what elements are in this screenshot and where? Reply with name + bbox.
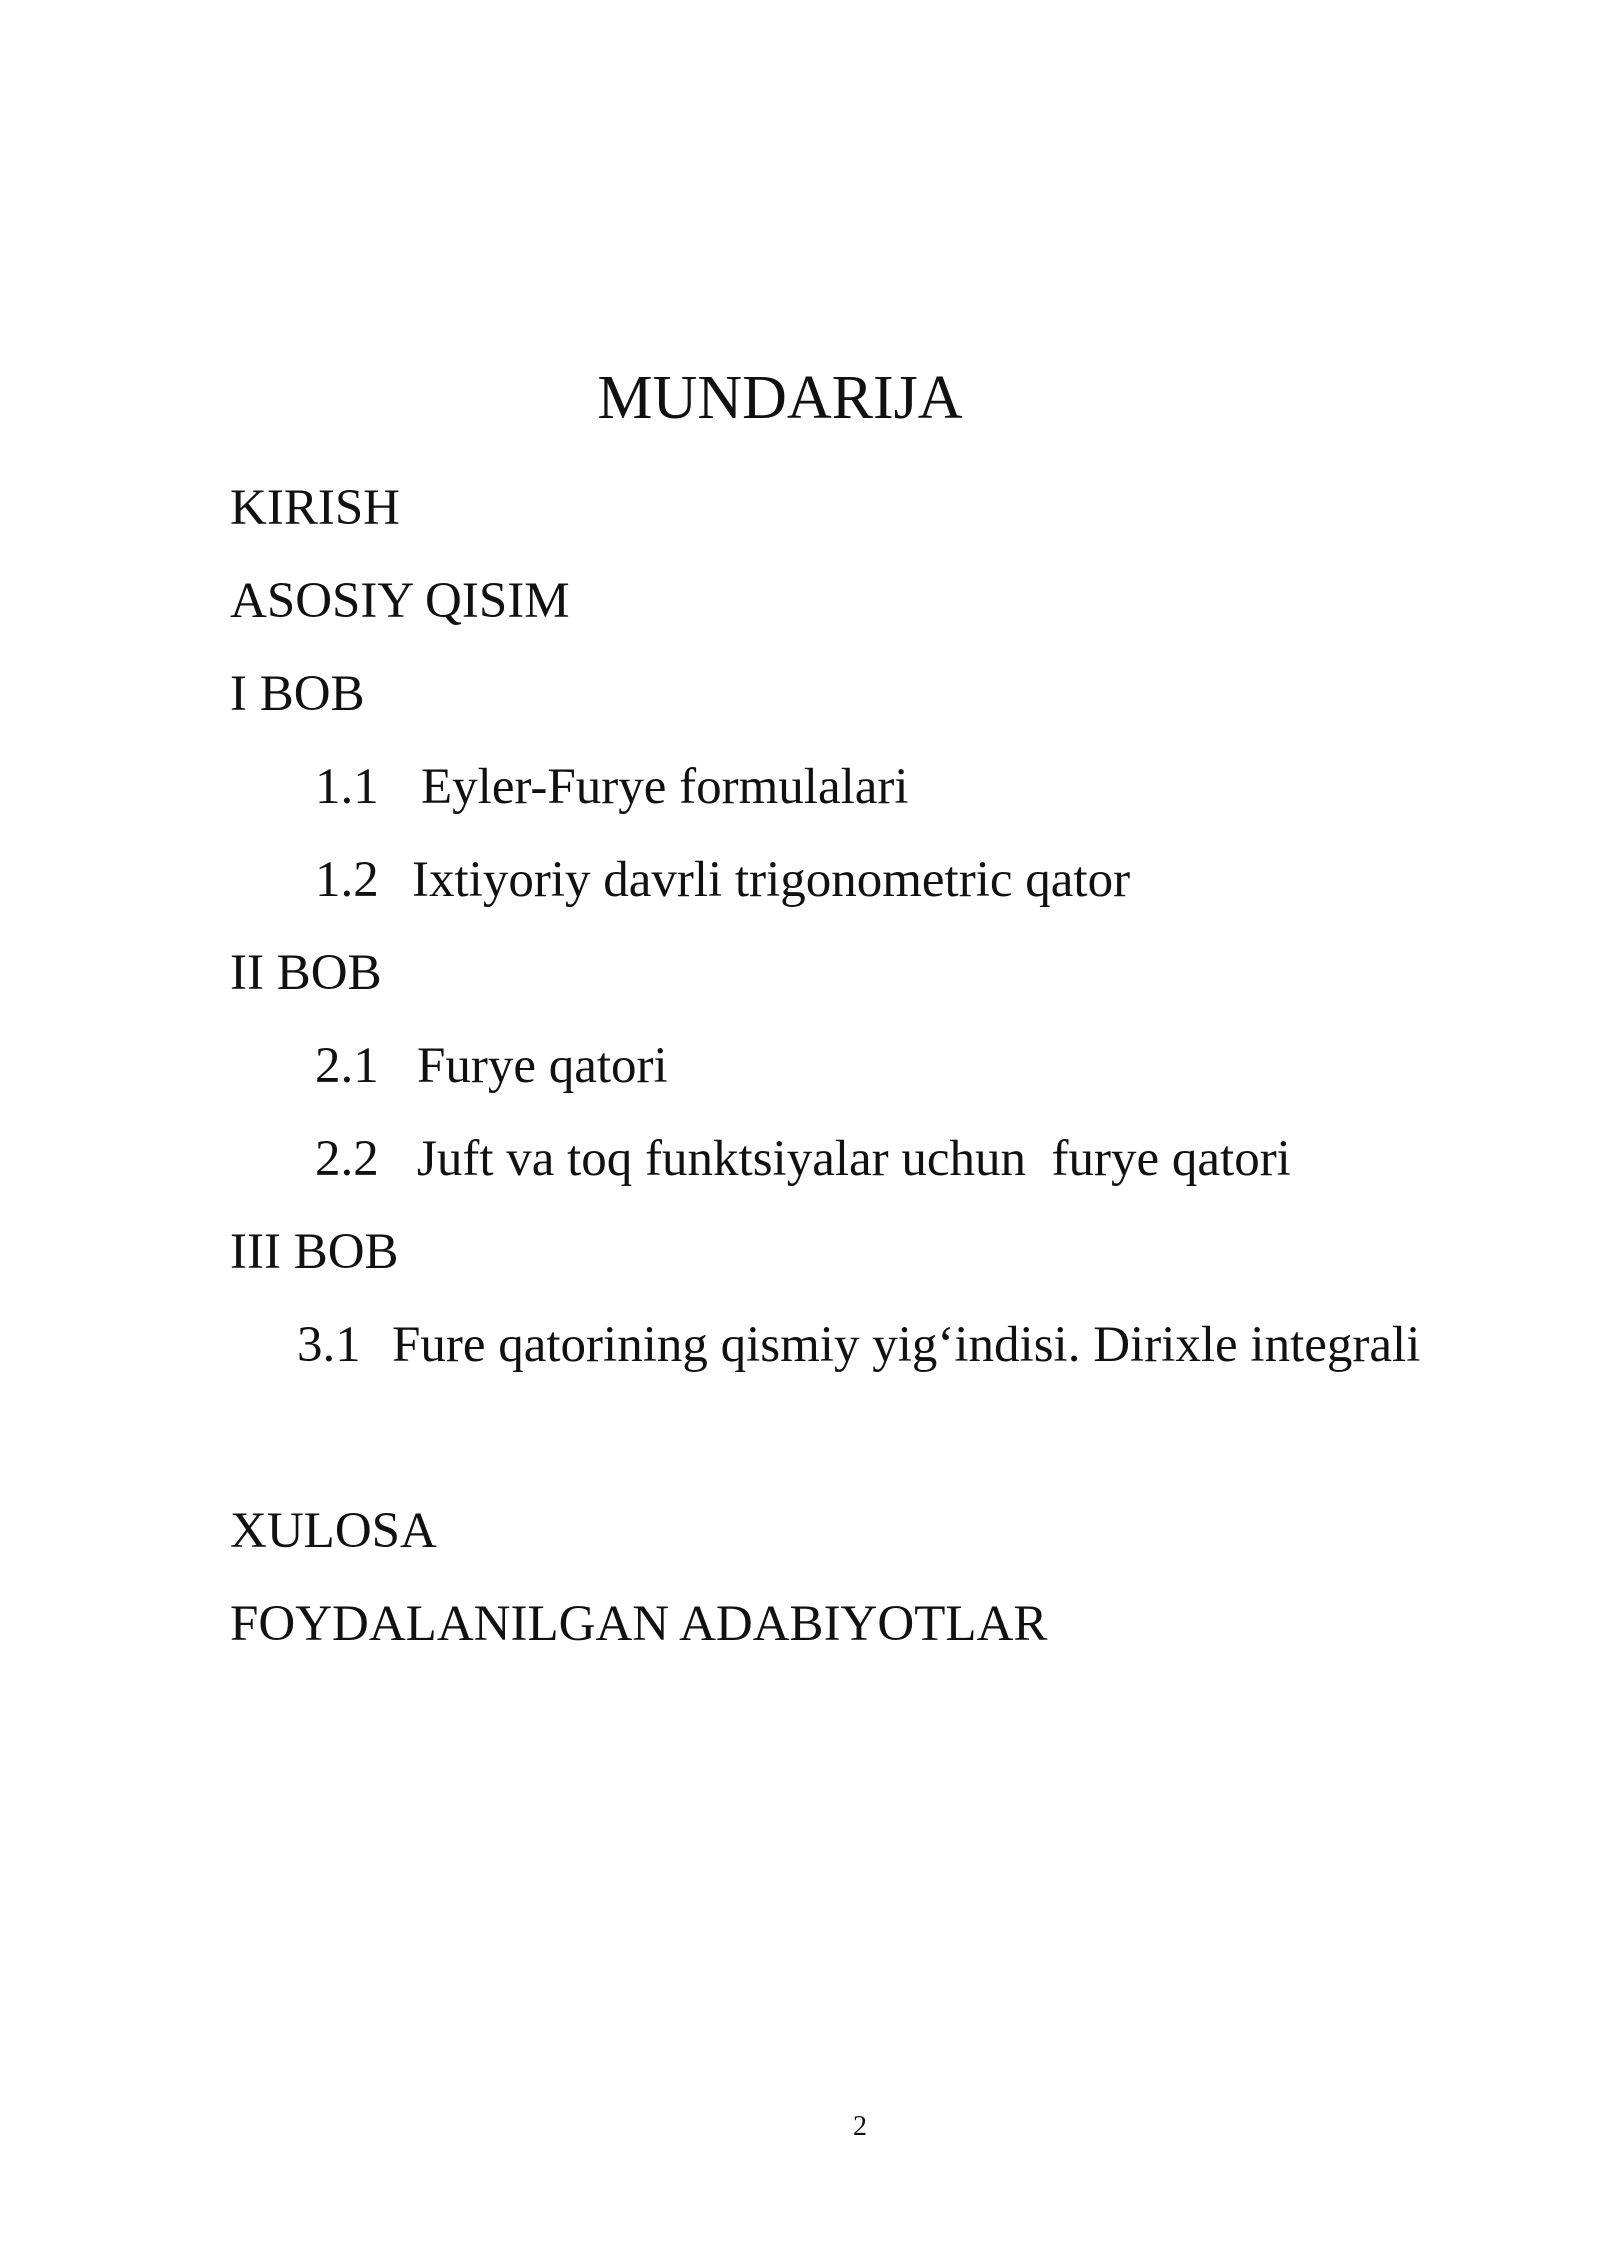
section-title: Furye qatori: [417, 1038, 668, 1094]
toc-chapter-2: II BOB: [230, 945, 382, 1001]
section-number: 2.2: [315, 1131, 379, 1187]
toc-section-2-1: [315, 1036, 668, 1096]
section-title: Ixtiyoriy davrli trigonometric qator: [412, 852, 1131, 908]
toc-section-1-2: [315, 850, 1130, 910]
toc-section-3-1: [297, 1315, 1420, 1375]
section-title: Fure qatorining qismiy yig‘indisi. Dirixle integrali: [392, 1317, 1421, 1373]
toc-section-1-1: [315, 757, 909, 817]
toc-chapter-3: III BOB: [230, 1224, 399, 1280]
section-number: 1.1: [315, 759, 379, 815]
section-number: 1.2: [315, 852, 379, 908]
page-title: MUNDARIJA: [597, 364, 963, 432]
page-number: 2: [853, 2111, 867, 2142]
section-number: 2.1: [315, 1038, 379, 1094]
toc-section-2-2: [315, 1129, 1291, 1189]
section-number: 3.1: [297, 1317, 361, 1373]
section-title: Eyler-Furye formulalari: [421, 759, 909, 815]
toc-kirish: KIRISH: [230, 480, 401, 536]
toc-chapter-1: I BOB: [230, 666, 365, 722]
toc-adabiyotlar: FOYDALANILGAN ADABIYOTLAR: [230, 1596, 1048, 1652]
toc-xulosa: XULOSA: [230, 1503, 437, 1559]
section-title: Juft va toq funktsiyalar uchun furye qatori: [417, 1131, 1291, 1187]
toc-asosiy-qisim: ASOSIY QISIM: [230, 573, 570, 629]
